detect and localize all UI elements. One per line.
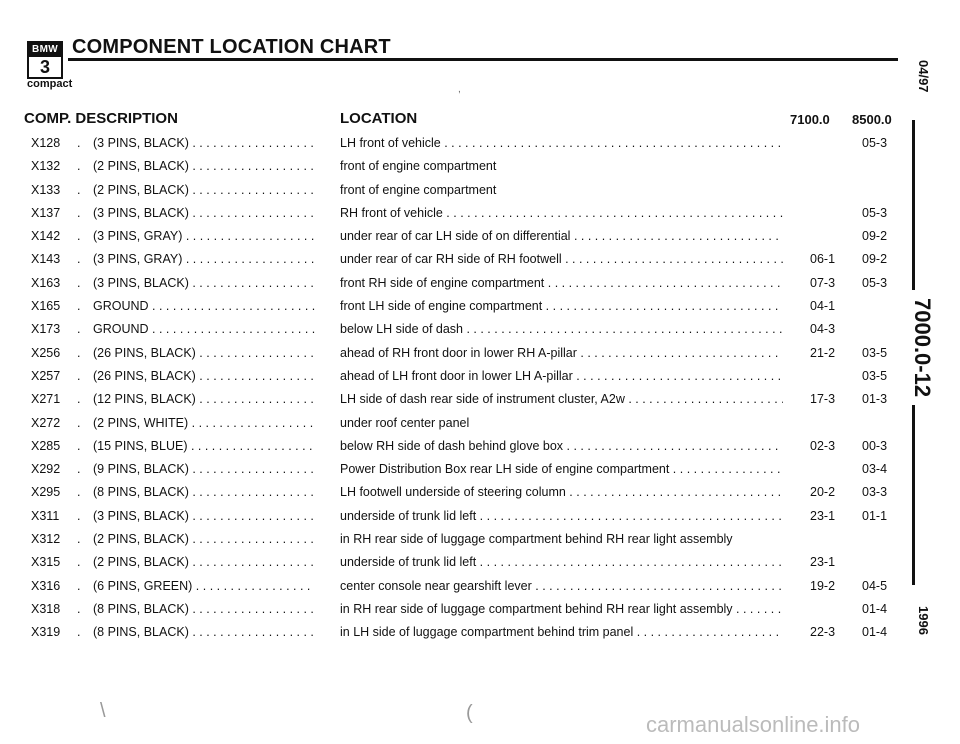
row-value-8500: 01-1 [862, 508, 888, 523]
row-value-8500: 09-2 [862, 229, 888, 244]
row-id: X311 [31, 508, 60, 523]
table-row [0, 621, 960, 644]
row-description: (8 PINS, BLACK) . . . [93, 485, 315, 499]
side-year: 1996 [916, 606, 931, 635]
row-id: X133 [31, 182, 61, 197]
row-dot: . [77, 299, 81, 314]
row-description: (3 PINS, BLACK) . . . [93, 509, 315, 523]
row-description: (26 PINS, BLACK) . . . [93, 369, 315, 383]
row-value-8500: 01-4 [862, 625, 888, 640]
logo-brand: BMW [29, 43, 61, 57]
scan-speck: , [458, 84, 461, 95]
row-description: (3 PINS, BLACK) . . . [93, 136, 315, 150]
table-row [0, 179, 960, 202]
row-location: underside of trunk lid left . . . [340, 555, 783, 569]
row-value-7100: 06-1 [810, 252, 836, 267]
row-description: (3 PINS, BLACK) . . . [93, 206, 315, 220]
row-location: center console near gearshift lever . . . [340, 579, 783, 593]
table-row [0, 435, 960, 458]
row-id: X312 [31, 532, 61, 547]
row-dot: . [77, 229, 81, 244]
row-dot: . [77, 462, 81, 477]
row-dot: . [77, 485, 81, 500]
table-row [0, 412, 960, 435]
row-value-7100: 04-1 [810, 299, 836, 314]
row-description: (26 PINS, BLACK) . . . [93, 346, 315, 360]
row-dot: . [77, 438, 81, 453]
row-value-7100: 19-2 [810, 578, 836, 593]
component-table [0, 132, 960, 645]
row-dot: . [77, 392, 81, 407]
row-dot: . [77, 182, 81, 197]
row-location: ahead of LH front door in lower LH A-pillar . . . [340, 369, 783, 383]
row-id: X256 [31, 345, 61, 360]
row-location: front RH side of engine compartment . . . [340, 276, 783, 290]
row-location: RH front of vehicle . . . [340, 206, 783, 220]
table-row [0, 505, 960, 528]
table-row [0, 528, 960, 551]
row-location: LH footwell underside of steering column . . . [340, 485, 783, 499]
row-location: below RH side of dash behind glove box . . . [340, 439, 783, 453]
table-row [0, 248, 960, 271]
row-description: (6 PINS, GREEN) . . . [93, 579, 315, 593]
column-header-location: LOCATION [340, 110, 418, 127]
row-dot: . [77, 159, 81, 174]
row-value-8500: 05-3 [862, 275, 888, 290]
row-dot: . [77, 205, 81, 220]
margin-rule-top [912, 120, 915, 290]
row-value-7100: 23-1 [810, 555, 836, 570]
table-row [0, 318, 960, 341]
row-location: below LH side of dash . . . [340, 322, 783, 336]
row-value-8500: 03-5 [862, 345, 888, 360]
row-id: X143 [31, 252, 61, 267]
row-description: (3 PINS, BLACK) . . . [93, 276, 315, 290]
row-value-8500: 03-3 [862, 485, 888, 500]
row-id: X272 [31, 415, 61, 430]
row-description: (9 PINS, BLACK) . . . [93, 462, 315, 476]
row-description: GROUND . . . [93, 299, 315, 313]
table-row [0, 155, 960, 178]
logo-number: 3 [39, 57, 50, 77]
row-value-8500: 01-4 [862, 601, 888, 616]
row-id: X292 [31, 462, 61, 477]
column-header-7100: 7100.0 [790, 112, 830, 127]
row-value-7100: 02-3 [810, 438, 836, 453]
table-row [0, 365, 960, 388]
row-dot: . [77, 415, 81, 430]
row-dot: . [77, 368, 81, 383]
row-value-8500: 01-3 [862, 392, 888, 407]
row-location: LH front of vehicle . . . [340, 136, 783, 150]
row-description: (2 PINS, BLACK) . . . [93, 159, 315, 173]
row-dot: . [77, 345, 81, 360]
table-row [0, 295, 960, 318]
row-id: X173 [31, 322, 61, 337]
row-id: X257 [31, 368, 61, 383]
row-id: X163 [31, 275, 61, 290]
row-description: (8 PINS, BLACK) . . . [93, 625, 315, 639]
row-description: (2 PINS, BLACK) . . . [93, 183, 315, 197]
row-id: X316 [31, 578, 61, 593]
table-row [0, 458, 960, 481]
row-value-8500: 05-3 [862, 205, 888, 220]
scan-mark-left: \ [100, 700, 106, 722]
row-dot: . [77, 252, 81, 267]
row-id: X318 [31, 601, 61, 616]
row-id: X315 [31, 555, 61, 570]
row-location: under roof center panel [340, 415, 470, 430]
row-value-8500: 00-3 [862, 438, 888, 453]
row-id: X128 [31, 136, 61, 150]
row-location: in RH rear side of luggage compartment behind RH rear light assembly . . . [340, 602, 783, 616]
scan-mark-center: ( [466, 702, 473, 724]
column-header-comp: COMP. DESCRIPTION [24, 110, 178, 127]
row-id: X142 [31, 229, 61, 244]
row-value-8500: 03-4 [862, 462, 888, 477]
row-description: (15 PINS, BLUE) . . . [93, 439, 315, 453]
title-rule [68, 58, 898, 61]
row-id: X295 [31, 485, 61, 500]
row-value-7100: 23-1 [810, 508, 836, 523]
table-row [0, 342, 960, 365]
row-value-8500: 09-2 [862, 252, 888, 267]
row-value-8500: 05-3 [862, 136, 888, 150]
row-location: underside of trunk lid left . . . [340, 509, 783, 523]
row-id: X137 [31, 205, 61, 220]
row-location: under rear of car RH side of RH footwell . . . [340, 252, 783, 266]
row-dot: . [77, 625, 81, 640]
row-dot: . [77, 555, 81, 570]
row-location: under rear of car LH side of on differential . . . [340, 229, 783, 243]
row-location: Power Distribution Box rear LH side of engine compartment . . . [340, 462, 783, 476]
table-row [0, 272, 960, 295]
row-dot: . [77, 322, 81, 337]
row-value-7100: 22-3 [810, 625, 836, 640]
row-location: front of engine compartment [340, 182, 497, 197]
row-description: (2 PINS, BLACK) . . . [93, 532, 315, 546]
row-dot: . [77, 601, 81, 616]
bmw-logo [27, 41, 63, 79]
margin-rule-middle [912, 405, 915, 585]
row-location: ahead of RH front door in lower RH A-pillar . . . [340, 346, 783, 360]
row-dot: . [77, 136, 81, 150]
table-row [0, 598, 960, 621]
row-dot: . [77, 578, 81, 593]
row-value-7100: 07-3 [810, 275, 836, 290]
side-page-code: 7000.0-12 [910, 298, 935, 398]
row-description: (8 PINS, BLACK) . . . [93, 602, 315, 616]
side-date: 04/97 [916, 60, 931, 93]
row-dot: . [77, 275, 81, 290]
row-id: X285 [31, 438, 61, 453]
table-row [0, 575, 960, 598]
row-value-7100: 20-2 [810, 485, 836, 500]
table-row [0, 551, 960, 574]
row-location: in LH side of luggage compartment behind trim panel . . . [340, 625, 783, 639]
table-row [0, 202, 960, 225]
row-location: front of engine compartment [340, 159, 497, 174]
table-row [0, 225, 960, 248]
row-value-8500: 03-5 [862, 368, 888, 383]
watermark: carmanualsonline.info [646, 712, 861, 737]
column-header-8500: 8500.0 [852, 112, 892, 127]
row-value-8500: 04-5 [862, 578, 888, 593]
row-description: (2 PINS, BLACK) . . . [93, 555, 315, 569]
row-location: LH side of dash rear side of instrument cluster, A2w . . . [340, 392, 783, 406]
row-id: X271 [31, 392, 61, 407]
row-id: X319 [31, 625, 61, 640]
row-id: X165 [31, 299, 61, 314]
row-value-7100: 04-3 [810, 322, 836, 337]
row-description: GROUND . . . [93, 322, 315, 336]
logo-subtitle: compact [27, 78, 73, 90]
row-dot: . [77, 532, 81, 547]
table-row [0, 132, 960, 155]
row-value-7100: 17-3 [810, 392, 836, 407]
row-location: in RH rear side of luggage compartment behind RH rear light assembly [340, 532, 733, 547]
table-row [0, 481, 960, 504]
row-id: X132 [31, 159, 61, 174]
row-location: front LH side of engine compartment . . . [340, 299, 783, 313]
row-description: (3 PINS, GRAY) . . . [93, 229, 315, 243]
row-description: (3 PINS, GRAY) . . . [93, 252, 315, 266]
page-title: COMPONENT LOCATION CHART [72, 36, 391, 58]
row-value-7100: 21-2 [810, 345, 836, 360]
row-description: (2 PINS, WHITE) . . . [93, 416, 315, 430]
row-description: (12 PINS, BLACK) . . . [93, 392, 315, 406]
row-dot: . [77, 508, 81, 523]
table-row [0, 388, 960, 411]
